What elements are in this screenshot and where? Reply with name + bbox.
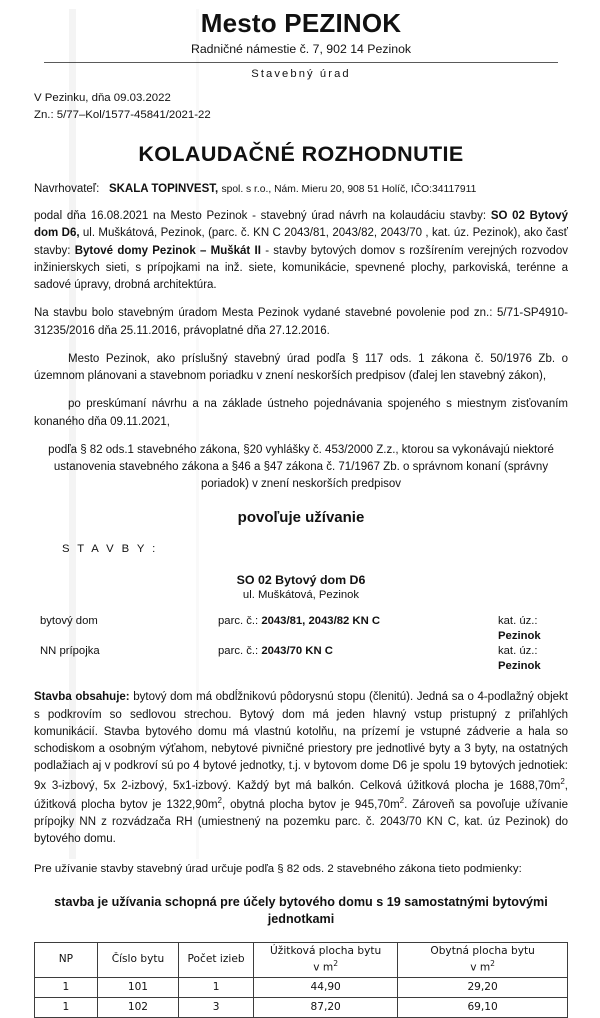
building-permit-paragraph: Na stavbu bolo stavebným úradom Mesta Pezinok vydané stavebné povolenie pod zn.: 5/71-SP4910-31235/2016 dňa 25.11.2016, právoplatné dňa 27.12.2016. bbox=[34, 307, 568, 337]
column-header-np: NP bbox=[35, 942, 98, 977]
cadastre-label: kat. úz.: bbox=[498, 645, 538, 658]
column-header-usable-area bbox=[254, 942, 398, 977]
place-and-date: V Pezinku, dňa 09.03.2022 bbox=[34, 92, 171, 105]
parcel-label: parc. č.: bbox=[218, 614, 262, 627]
cell-flat-number: 102 bbox=[97, 997, 178, 1017]
cell-living-area: 29,20 bbox=[398, 977, 568, 997]
table-header-row bbox=[35, 942, 568, 977]
parcel-label: parc. č.: bbox=[218, 645, 262, 658]
submission-text-a: podal dňa 16.08.2021 na Mesto Pezinok - stavebný úrad návrh na kolaudáciu stavby: bbox=[34, 210, 491, 223]
contains-label: Stavba obsahuje: bbox=[34, 691, 130, 704]
authority-paragraph: Mesto Pezinok, ako príslušný stavebný úrad podľa § 117 ods. 1 zákona č. 50/1976 Zb. o územnom plánovani a stavebnom poriadku v znení neskorších predpisov (ďalej len stavebný zákon), bbox=[34, 352, 568, 383]
unit-superscript: 2 bbox=[217, 795, 222, 805]
building-designation: SO 02 Bytový dom D6, bbox=[34, 210, 568, 240]
building-description-paragraph bbox=[34, 689, 568, 848]
project-name: Bytové domy Pezinok – Muškát II bbox=[74, 244, 261, 257]
reference-block bbox=[34, 90, 568, 122]
column-header-usable-area-line1: Úžitková plocha bytu bbox=[270, 945, 382, 958]
parcel-object: bytový dom bbox=[40, 614, 98, 627]
cadastre-value: Pezinok bbox=[498, 660, 541, 673]
page-title: KOLAUDAČNÉ ROZHODNUTIE bbox=[138, 141, 464, 166]
contains-text-a: bytový dom má obdĺžnikovú pôdorysnú stopu (členitú). Jedná sa o 4-podlažný objekt s podkrovím so sedlovou strechou. Bytový dom má jeden hlavný vstup pristupný z priľahlých komunikácií. Stavba bytového domu má vlastnú kotolňu, na prízemí je vstupné zádverie a hala so schodiskom a osobným výťahom, nebytové pivničné priestory pre jednotlivé byty a 3 byty, na ostatných podlažiach aj v podkroví sú po 4 bytové jednotky, t.j. v bytovom dome D6 je spolu 19 bytových jednotiek: 9x 3-izbový, 5x 2-izbový, 5x1-izbový. Každý byt má balkón. Celková úžitková plocha je 1688,70m bbox=[34, 691, 568, 792]
table-row bbox=[34, 614, 568, 645]
column-header-living-area bbox=[398, 942, 568, 977]
conditions-intro: Pre užívanie stavby stavebný úrad určuje podľa § 82 ods. 2 stavebného zákona tieto podmienky: bbox=[34, 863, 522, 876]
cell-flat-number: 101 bbox=[97, 977, 178, 997]
cell-np: 1 bbox=[35, 977, 98, 997]
parcel-number-cell bbox=[218, 644, 480, 675]
unit-superscript: 2 bbox=[399, 795, 405, 805]
parcel-value: 2043/81, 2043/82 KN C bbox=[261, 614, 381, 627]
cell-room-count: 3 bbox=[179, 997, 254, 1017]
cell-usable-area: 87,20 bbox=[254, 997, 398, 1017]
unit-superscript: 2 bbox=[333, 958, 339, 968]
parcel-value: 2043/70 KN C bbox=[261, 645, 333, 658]
column-header-usable-area-line2: v m bbox=[313, 961, 334, 974]
letterhead bbox=[34, 9, 568, 80]
office-name: Stavebný úrad bbox=[251, 68, 351, 81]
column-header-room-count: Počet izieb bbox=[179, 942, 254, 977]
file-number: Zn.: 5/77–Kol/1577-45841/2021-22 bbox=[34, 108, 211, 121]
unit-superscript: 2 bbox=[560, 776, 565, 786]
applicant-company: SKALA TOPINVEST, bbox=[108, 182, 219, 195]
municipality-title: Mesto PEZINOK bbox=[200, 8, 402, 38]
parcel-object: NN prípojka bbox=[40, 645, 100, 658]
building-name: SO 02 Bytový dom D6 bbox=[236, 572, 366, 587]
unit-superscript: 2 bbox=[490, 958, 495, 968]
cadastre-cell bbox=[480, 614, 568, 645]
cell-usable-area: 44,90 bbox=[254, 977, 398, 997]
column-header-living-area-line1: Obytná plocha bytu bbox=[430, 945, 535, 958]
grant-statement: povoľuje užívanie bbox=[237, 508, 365, 526]
applicant-label: Navrhovateľ: bbox=[34, 182, 100, 195]
table-row bbox=[35, 977, 568, 997]
review-paragraph: po preskúmaní návrhu a na základe ústneho pojednávania spojeného s miestnym zisťovaním konaného dňa 09.11.2021, bbox=[34, 398, 568, 428]
table-row bbox=[34, 644, 568, 675]
contains-text-d: . Zároveň sa povoľuje užívanie prípojky NN z rozvádzača RH (umiestnený na pozemku parc. č. 2043/70 KN C, kat. úz Pezinok) do bytového domu. bbox=[34, 798, 568, 845]
municipality-address: Radničné námestie č. 7, 902 14 Pezinok bbox=[190, 41, 412, 56]
table-row bbox=[35, 997, 568, 1017]
cadastre-value: Pezinok bbox=[498, 629, 541, 642]
conditions-heading: stavba je užívania schopná pre účely bytového domu s 19 samostatnými bytovými jednotkami bbox=[54, 894, 548, 927]
cadastre-cell bbox=[480, 644, 568, 675]
submission-text-b: ul. Muškátová, Pezinok, (parc. č. KN C 2043/81, 2043/82, 2043/70 , kat. úz. Pezinok), ako časť stavby: bbox=[34, 227, 568, 257]
contains-text-b: , úžitková plocha bytov je 1322,90m bbox=[34, 779, 568, 811]
applicant-details: spol. s r.o., Nám. Mieru 20, 908 51 Holíč, IČO:34117911 bbox=[221, 183, 477, 195]
stavby-label: S T A V B Y : bbox=[62, 542, 158, 555]
column-header-flat-number: Číslo bytu bbox=[97, 942, 178, 977]
cadastre-label: kat. úz.: bbox=[498, 614, 538, 627]
contains-text-c: , obytná plocha bytov je 945,70m bbox=[222, 798, 400, 811]
parcel-number-cell bbox=[218, 614, 480, 645]
cell-np: 1 bbox=[35, 997, 98, 1017]
building-street: ul. Muškátová, Pezinok bbox=[242, 588, 360, 601]
submission-text-c: - stavby bytových domov s rozšírením verejných rozvodov inžinierskych sieti, s prípojkami na inž. siete, komunikácie, spevnené plochy, parkoviská, terénne a sadové úpravy, drobná architektúra. bbox=[34, 244, 568, 292]
letterhead-divider bbox=[44, 62, 558, 63]
cell-living-area: 69,10 bbox=[398, 997, 568, 1017]
parcel-list bbox=[34, 614, 568, 676]
document-page bbox=[0, 8, 600, 1013]
submission-paragraph bbox=[34, 208, 568, 294]
column-header-living-area-line2: v m bbox=[470, 961, 491, 974]
legal-basis-paragraph: podľa § 82 ods.1 stavebného zákona, §20 vyhlášky č. 453/2000 Z.z., ktorou sa vykonávajú niektoré ustanovenia stavebného zákona a §46 a §47 zákona č. 71/1967 Zb. o správnom konaní (správny poriadok) v znení neskorších predpisov bbox=[48, 443, 554, 491]
cell-room-count: 1 bbox=[179, 977, 254, 997]
applicant-line bbox=[34, 181, 568, 197]
flat-units-table bbox=[34, 942, 568, 1018]
